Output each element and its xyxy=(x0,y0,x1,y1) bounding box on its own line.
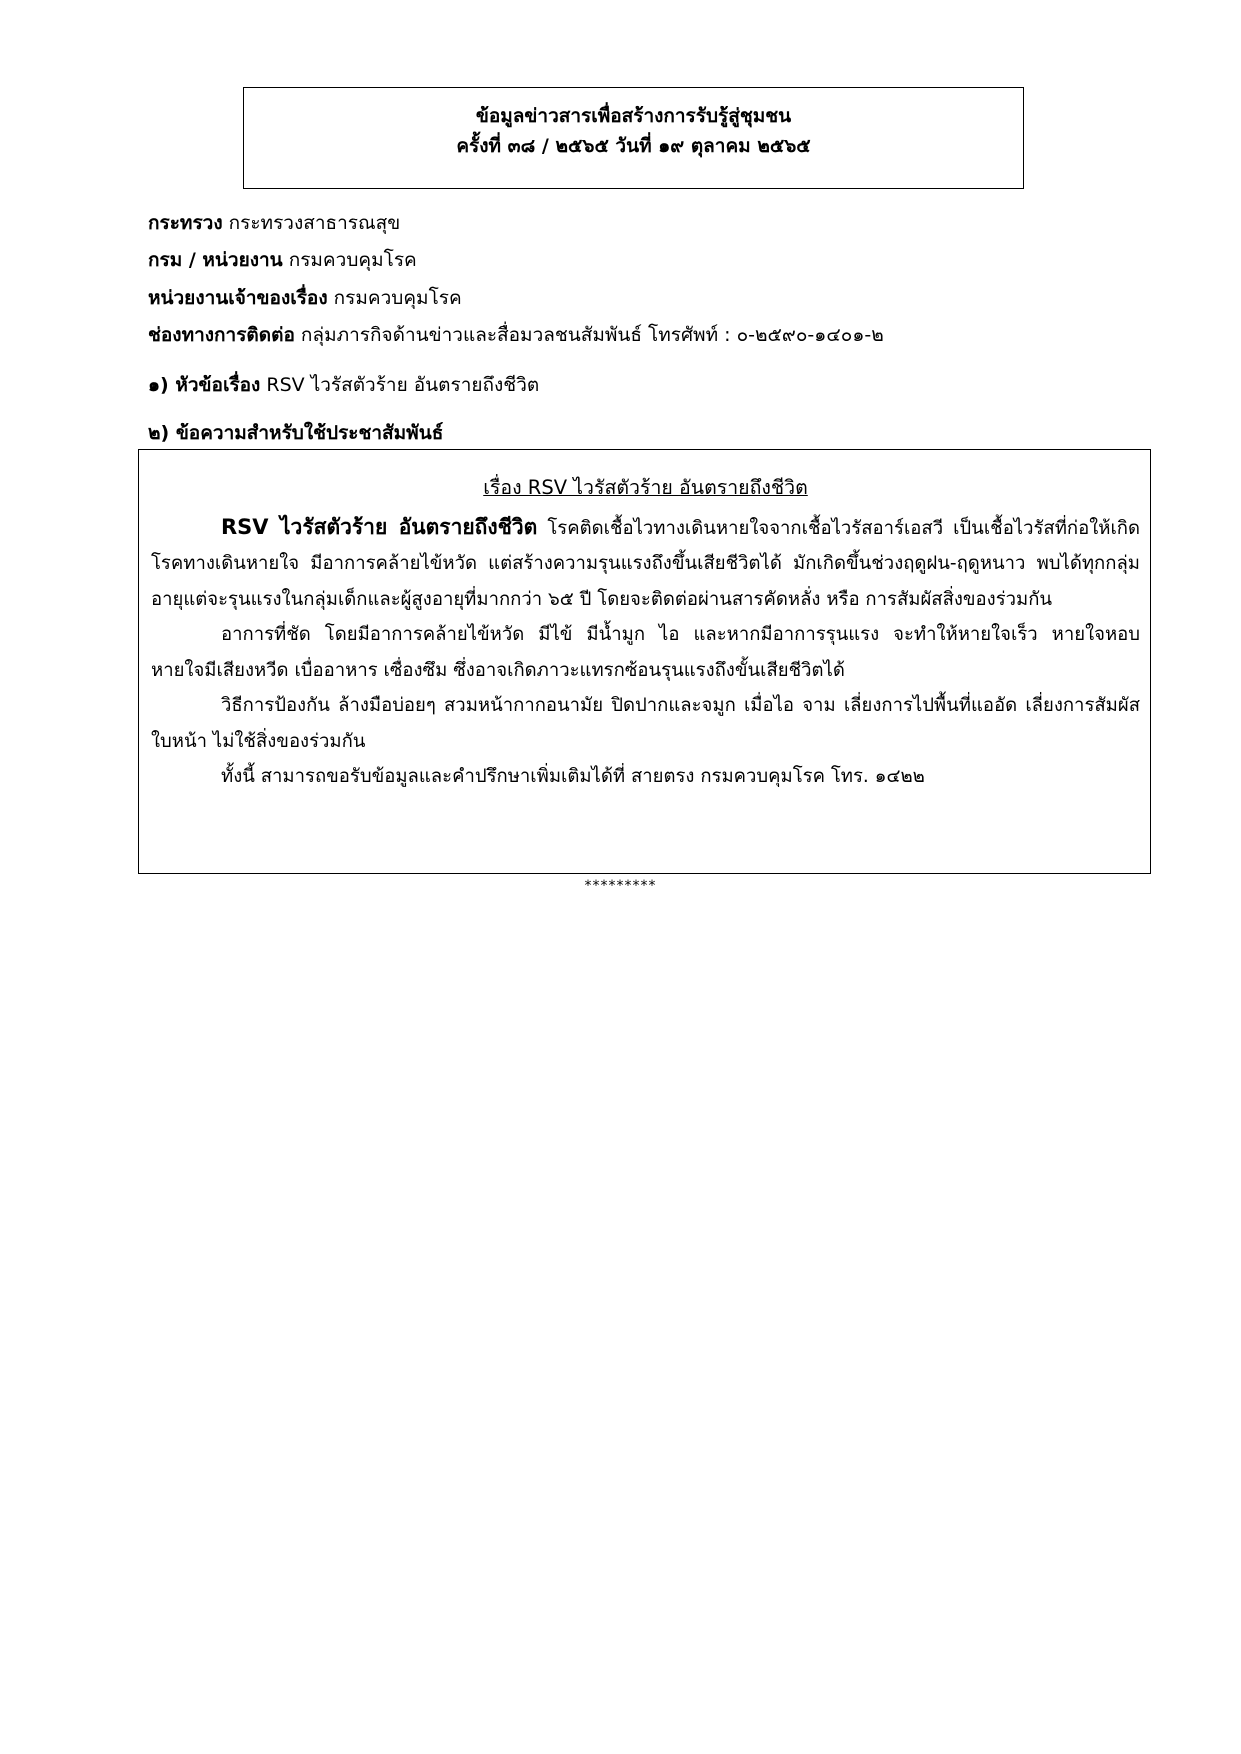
contact-value: กลุ่มภารกิจด้านข่าวและสื่อมวลชนสัมพันธ์ โทรศัพท์ : ๐-๒๕๙๐-๑๔๐๑-๒ xyxy=(300,324,884,346)
contact-label: ช่องทางการติดต่อ xyxy=(148,324,295,346)
owner-label: หน่วยงานเจ้าของเรื่อง xyxy=(148,287,328,309)
issue-line: ครั้งที่ ๓๘ / ๒๕๖๕ วันที่ ๑๙ ตุลาคม ๒๕๖๕ xyxy=(456,135,811,157)
contact-line xyxy=(148,320,884,350)
paragraph-lead: RSV ไวรัสตัวร้าย อันตรายถึงชีวิต xyxy=(221,514,538,539)
paragraph-prevention: วิธีการป้องกัน ล้างมือบ่อยๆ สวมหน้ากากอนามัย ปิดปากและจมูก เมื่อไอ จาม เลี่ยงการไปพื้นที่แออัด เลี่ยงการสัมผัสใบหน้า ไม่ใช้สิ่งของร่วมกัน xyxy=(151,695,1140,752)
department-label: กรม / หน่วยงาน xyxy=(148,249,283,271)
ministry-label: กระทรวง xyxy=(148,212,223,234)
section1-line xyxy=(148,370,539,400)
ministry-value: กระทรวงสาธารณสุข xyxy=(228,212,401,234)
paragraph-symptoms: อาการที่ชัด โดยมีอาการคล้ายไข้หวัด มีไข้ มีน้ำมูก ไอ และหากมีอาการรุนแรง จะทำให้หายใจเร็ว หายใจหอบ หายใจมีเสียงหวีด เบื่ออาหาร เซื่องซึม ซึ่งอาจเกิดภาวะแทรกซ้อนรุนแรงถึงขั้นเสียชีวิตได้ xyxy=(151,624,1140,681)
paragraph-intro xyxy=(151,510,1140,618)
message-title: เรื่อง RSV ไวรัสตัวร้าย อันตรายถึงชีวิต xyxy=(483,476,808,499)
header-box xyxy=(243,87,1024,189)
paragraph-intro-text: โรคติดเชื้อไวทางเดินหายใจจากเชื้อไวรัสอาร์เอสวี เป็นเชื้อไวรัสที่ก่อให้เกิดโรคทางเดินหายใจ มีอาการคล้ายไข้หวัด แต่สร้างความรุนแรงถึงขึ้นเสียชีวิตได้ มักเกิดขึ้นช่วงฤดูฝน-ฤดูหนาว พบได้ทุกกลุ่มอายุแต่จะรุนแรงในกลุ่มเด็กและผู้สูงอายุที่มากกว่า ๖๕ ปี โดยจะติดต่อผ่านสารคัดหลั่ง หรือ การสัมผัสสิ่งของร่วมกัน xyxy=(151,517,1140,610)
end-marker: ********* xyxy=(584,878,657,894)
pr-message-box xyxy=(138,449,1151,874)
department-line xyxy=(148,245,417,275)
ministry-line xyxy=(148,208,400,238)
paragraph-contact: ทั้งนี้ สามารถขอรับข้อมูลและคำปรึกษาเพิ่มเติมได้ที่ สายตรง กรมควบคุมโรค โทร. ๑๔๒๒ xyxy=(221,766,925,787)
owner-line xyxy=(148,283,462,313)
department-value: กรมควบคุมโรค xyxy=(288,249,417,271)
section1-label: ๑) หัวข้อเรื่อง xyxy=(148,374,261,396)
owner-value: กรมควบคุมโรค xyxy=(333,287,462,309)
section1-value: RSV ไวรัสตัวร้าย อันตรายถึงชีวิต xyxy=(266,374,540,396)
section2-label: ๒) ข้อความสำหรับใช้ประชาสัมพันธ์ xyxy=(148,422,444,444)
section2-line xyxy=(148,418,443,448)
document-title: ข้อมูลข่าวสารเพื่อสร้างการรับรู้สู่ชุมชน xyxy=(475,105,792,127)
